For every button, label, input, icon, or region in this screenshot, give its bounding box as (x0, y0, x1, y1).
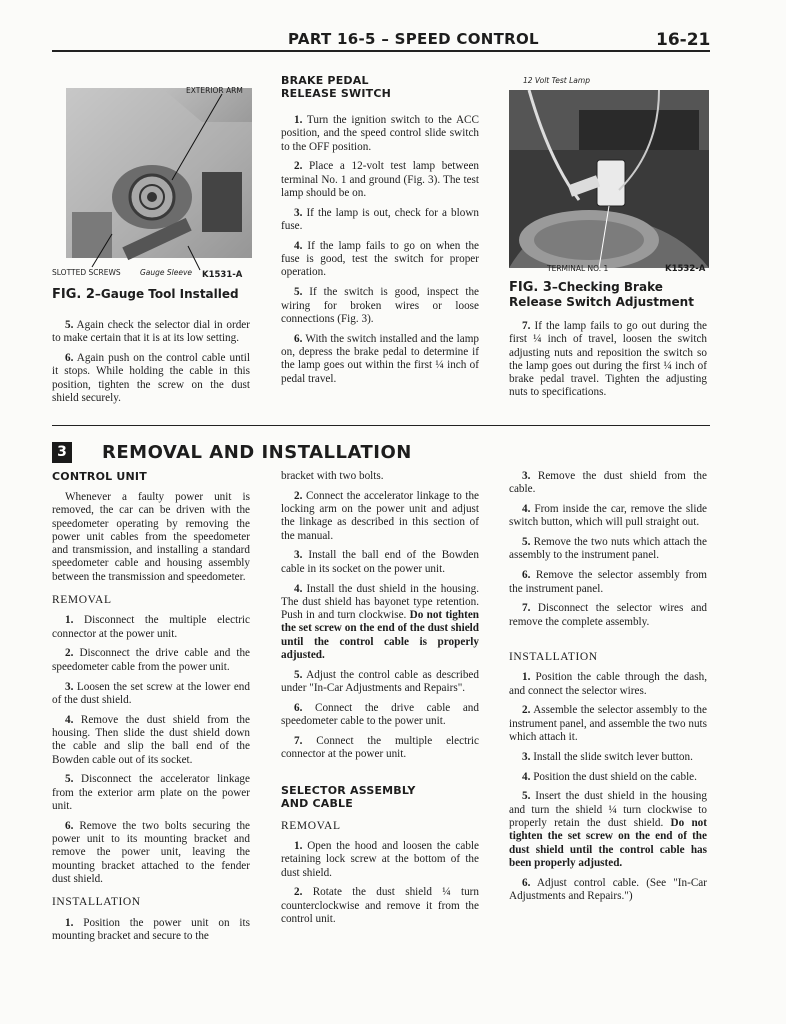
paragraph: Install the ball end of the Bowden cable in its socket on the power unit. (281, 549, 479, 575)
label-slotted-screws: SLOTTED SCREWS (52, 268, 121, 277)
running-header: PART 16-5 – SPEED CONTROL (288, 30, 539, 48)
paragraph: Position the power unit on its mounting bracket and secure to the (52, 916, 251, 942)
figure-2-title: –Gauge Tool Installed (94, 287, 239, 301)
paragraph: Remove the selector assembly from the instrument panel. (509, 569, 707, 595)
paragraph: Assemble the selector assembly to the instrument panel, and assemble the two nuts which attach it. (509, 704, 707, 743)
caution-text: Do not tighten the set screw on the end of the dust shield until the control cable is properly adjusted. (281, 609, 480, 662)
removal-heading: REMOVAL (281, 819, 341, 832)
paragraph: Turn the ignition switch to the ACC position, and the speed control slide switch to the OFF position. (281, 114, 479, 153)
section-rule (52, 425, 710, 426)
caution-text: Do not tighten the set screw on the end of the dust shield until the control cable has been properly adjusted. (509, 816, 707, 869)
heading-line: AND CABLE (281, 796, 353, 810)
paragraph: Open the hood and loosen the cable retaining lock screw at the bottom of the dust shield. (281, 839, 480, 879)
paragraph: With the switch installed and the lamp on, depress the brake pedal to determine if the lamp goes out within the first ¼ inch of pedal travel. (281, 332, 479, 385)
figure-3-code: K1532-A (665, 264, 706, 274)
paragraph: Position the cable through the dash, and connect the selector wires. (509, 671, 707, 697)
paragraph: Remove the two nuts which attach the assembly to the instrument panel. (509, 536, 707, 562)
section-badge: 3 (52, 442, 72, 463)
figure-2-code: K1531-A (202, 270, 243, 280)
paragraph: Adjust control cable. (See "In-Car Adjustments and Repairs.") (509, 876, 707, 902)
figure-3-photo (509, 90, 709, 268)
paragraph: Disconnect the selector wires and remove the complete assembly. (509, 602, 708, 628)
paragraph: If the lamp fails to go out during the first ¼ inch of travel, loosen the switch adjusting nuts and reposition the switch so the lamp goes out during the first ¼ inch of brake pedal travel. Tighten the adjusting nuts to specifications. (509, 320, 708, 399)
page-number: 16-21 (656, 30, 711, 50)
removal-heading: REMOVAL (52, 594, 112, 607)
paragraph: Place a 12-volt test lamp between terminal No. 1 and ground (Fig. 3). The test lamp should be on. (281, 160, 480, 199)
installation-heading: INSTALLATION (52, 896, 141, 909)
section-title: REMOVAL AND INSTALLATION (102, 442, 412, 463)
paragraph: Disconnect the multiple electric connector at the power unit. (52, 614, 251, 640)
label-terminal: TERMINAL NO. 1 (547, 264, 609, 273)
paragraph: Remove the dust shield from the housing. Then slide the dust shield down the cable and slip the ball end of the Bowden cable out of its socket. (52, 713, 250, 766)
paragraph: Again check the selector dial in order to make certain that it is at its low setting. (52, 319, 250, 345)
label-exterior-arm: EXTERIOR ARM (186, 86, 243, 95)
paragraph: Remove the dust shield from the cable. (509, 470, 707, 496)
paragraph: Whenever a faulty power unit is removed, the car can be driven with the speedometer operating by removing the power unit cables from the speedometer and transmission, and installing a standard speedometer cable and housing assembly between the transmission and speedometer. (52, 491, 250, 583)
section-heading (281, 74, 479, 100)
paragraph: Install the dust shield in the housing. The dust shield has bayonet type retention. Push in and turn clockwise. (281, 582, 480, 622)
brake-switch-column: BRAKE PEDAL RELEASE SWITCH 1. Turn the ignition switch to the ACC position, and the speed control slide switch to the OFF position. 2. Place a 12-volt test lamp between terminal No. 1 and ground (Fig. 3). The test lamp should be on. 3. If the lamp is out, check for a blown fuse. 4. If the lamp fails to go on when the fuse is good, test the switch for proper operation. 5. If the switch is good, inspect the wiring for broken wires or loose connections (Fig. 3). 6. With the switch installed and the lamp on, depress the brake pedal to determine if the lamp goes out within the first ¼ inch of pedal travel. (281, 74, 480, 385)
header-rule (52, 50, 710, 52)
figure-3 (509, 76, 709, 278)
selector-column-3: 3. Remove the dust shield from the cable. 4. From inside the car, remove the slide switch button, which will pull straight out. 5. Remove the two nuts which attach the assembly to the instrument panel. 6. Remove the selector assembly from the instrument panel. 7. Disconnect the selector wires and remove the complete assembly. INSTALLATION 1. Position the cable through the dash, and connect the selector wires. 2. Assemble the selector assembly to the instrument panel, and assemble the two nuts which attach it. 3. Install the slide switch lever button. 4. Position the dust shield on the cable. 5. Insert the dust shield in the housing and turn the shield ¼ turn clockwise to properly retain the dust shield. Do not tighten the set screw on the end of the dust shield until the control cable has been properly adjusted. 6. Adjust control cable. (See "In-Car Adjustments and Repairs.") (509, 470, 708, 902)
paragraph: Loosen the set screw at the lower end of the dust shield. (52, 680, 250, 706)
paragraph: bracket with two bolts. (281, 470, 384, 482)
heading-line: BRAKE PEDAL (281, 74, 369, 87)
paragraph: Rotate the dust shield ¼ turn counterclockwise and remove it from the control unit. (281, 886, 480, 925)
control-unit-column-2: bracket with two bolts. 2. Connect the accelerator linkage to the locking arm on the power unit and adjust the linkage as described in this section of the manual. 3. Install the ball end of the Bowden cable in its socket on the power unit. 4. Install the dust shield in the housing. The dust shield has bayonet type retention. Push in and turn clockwise. Do not tighten the set screw on the end of the dust shield until the control cable is properly adjusted. 5. Adjust the control cable as described under "In-Car Adjustments and Repairs". 6. Connect the drive cable and speedometer cable to the power unit. 7. Connect the multiple electric connector at the power unit. SELECTOR ASSEMBLY AND CABLE REMOVAL 1. Open the hood and loosen the cable retaining lock screw at the bottom of the dust shield. 2. Rotate the dust shield ¼ turn counterclockwise and remove it from the control unit. (281, 470, 480, 925)
paragraph: Adjust the control cable as described under "In-Car Adjustments and Repairs". (281, 668, 479, 695)
paragraph: Again push on the control cable until it stops. While holding the cable in this position, tighten the screw on the dust shield securely. (52, 352, 250, 404)
paragraph: Remove the two bolts securing the power unit to its mounting bracket and remove the power unit, leaving the mounting bracket attached to the fender dust shield. (52, 819, 251, 885)
figure-3-label: FIG. 3 (509, 280, 552, 295)
figure-3-caption (509, 280, 709, 310)
paragraph: Insert the dust shield in the housing and turn the shield ¼ turn clockwise to properly retain the dust shield. (509, 790, 707, 829)
paragraph: Install the slide switch lever button. (533, 750, 693, 763)
paragraph: Position the dust shield on the cable. (533, 770, 697, 783)
paragraph: Disconnect the accelerator linkage from the exterior arm plate on the power unit. (52, 773, 250, 812)
heading-line: SELECTOR ASSEMBLY (281, 783, 416, 797)
figure-2-label: FIG. 2 (52, 287, 95, 302)
brake-switch-continued: 7. If the lamp fails to go out during the first ¼ inch of travel, loosen the switch adjusting nuts and reposition the switch so the lamp goes out during the first ¼ inch of brake pedal travel. Tighten the adjusting nuts to specifications. (509, 320, 708, 399)
control-unit-column-1: CONTROL UNIT Whenever a faulty power unit is removed, the car can be driven with the speedometer operating by removing the power unit cables from the speedometer and transmission, and installing a standard speedometer cable and housing assembly between the transmission and speedometer. REMOVAL 1. Disconnect the multiple electric connector at the power unit. 2. Disconnect the drive cable and the speedometer cable from the power unit. 3. Loosen the set screw at the lower end of the dust shield. 4. Remove the dust shield from the housing. Then slide the dust shield down the cable and slip the ball end of the Bowden cable out of its socket. 5. Disconnect the accelerator linkage from the exterior arm plate on the power unit. 6. Remove the two bolts securing the power unit to its mounting bracket and remove the power unit, leaving the mounting bracket attached to the fender dust shield. INSTALLATION 1. Position the power unit on its mounting bracket and secure to the (52, 470, 251, 942)
label-test-lamp: 12 Volt Test Lamp (523, 76, 590, 85)
paragraph: From inside the car, remove the slide switch button, which will pull straight out. (509, 503, 708, 529)
paragraph: Connect the accelerator linkage to the locking arm on the power unit and adjust the linkage as described in this section of the manual. (281, 489, 480, 542)
paragraph: Disconnect the drive cable and the speedometer cable from the power unit. (52, 647, 251, 673)
label-gauge-sleeve: Gauge Sleeve (140, 268, 193, 277)
figure-3-title: –Checking Brake Release Switch Adjustment (509, 280, 694, 309)
subsection-heading: CONTROL UNIT (52, 470, 147, 483)
heading-line: RELEASE SWITCH (281, 87, 392, 100)
paragraph: If the lamp fails to go on when the fuse is good, test the switch for proper operation. (281, 239, 480, 279)
top-left-text: 5. Again check the selector dial in order to make certain that it is at its low setting. 6. Again push on the control cable until it stops. While holding the cable in this position, tighten the screw on the dust shield securely. (52, 319, 250, 404)
figure-2-caption (52, 287, 252, 302)
figure-2 (52, 62, 252, 280)
paragraph: Connect the multiple electric connector at the power unit. (281, 735, 480, 761)
paragraph: Connect the drive cable and speedometer cable to the power unit. (281, 701, 479, 728)
subsection-heading (281, 784, 479, 810)
installation-heading: INSTALLATION (509, 650, 598, 663)
paragraph: If the lamp is out, check for a blown fuse. (281, 206, 480, 233)
paragraph: If the switch is good, inspect the wiring for broken wires or loose connections (Fig. 3). (281, 286, 479, 325)
